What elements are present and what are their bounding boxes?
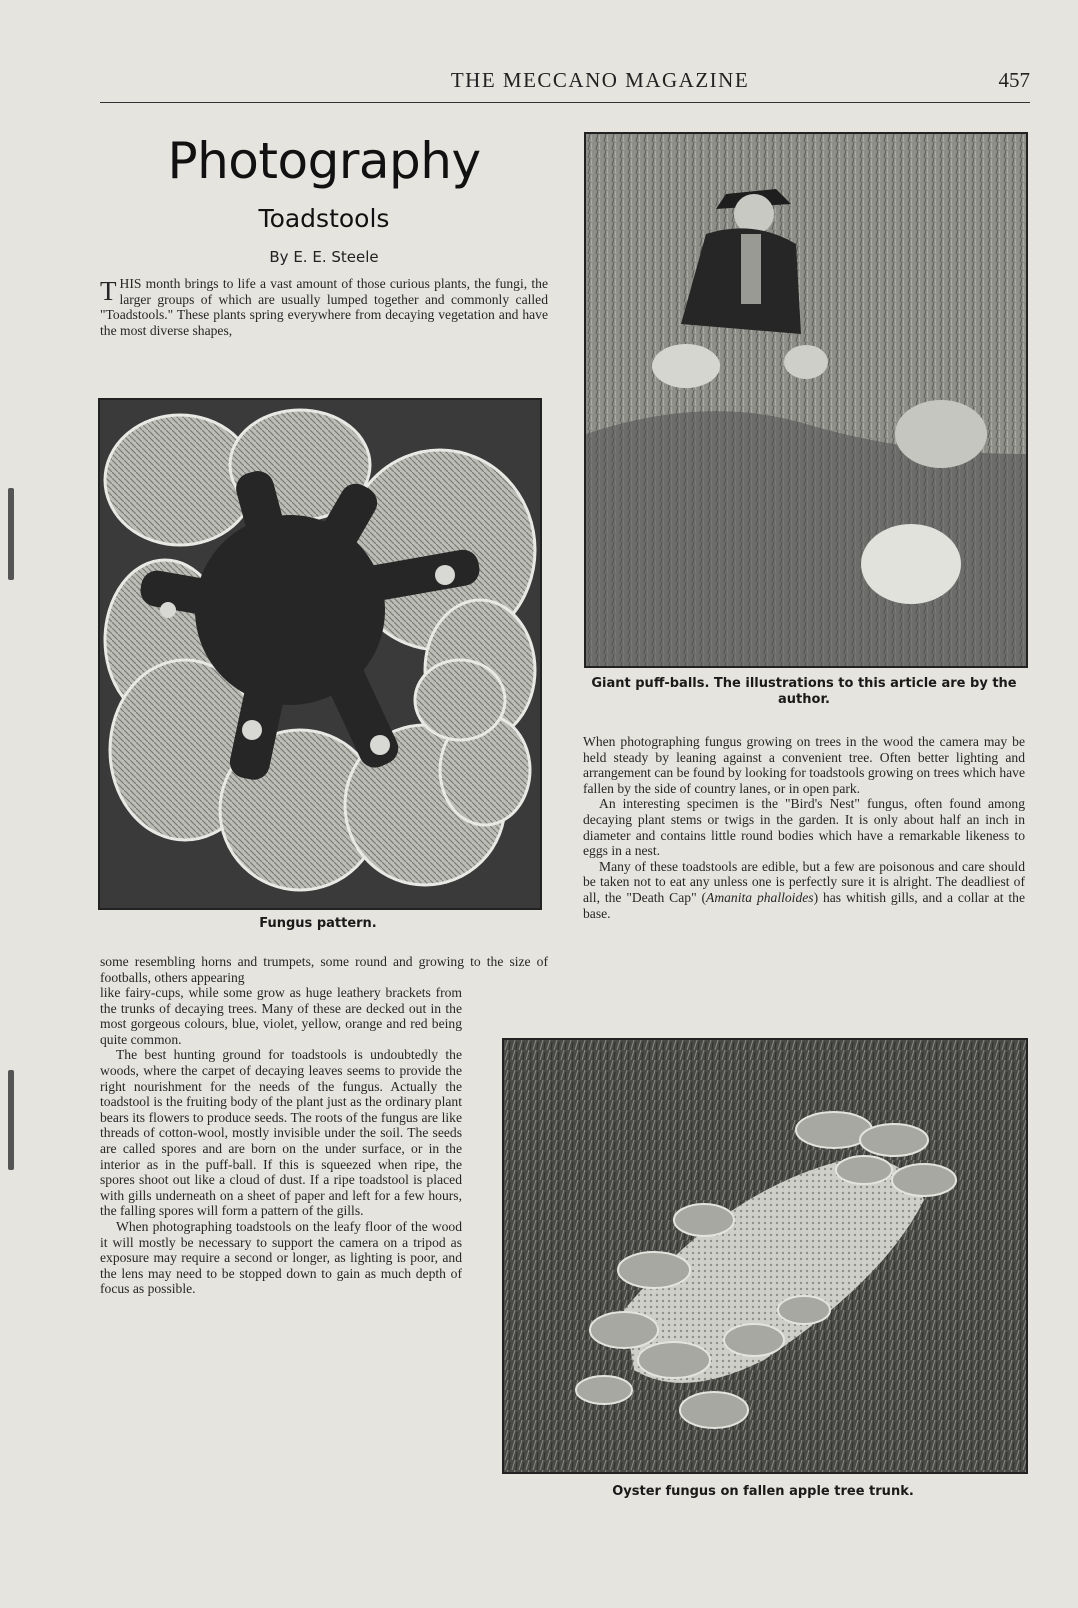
intro-text: HIS month brings to life a vast amount of those curious plants, the fungi, the larger groups of which are usually lumped together and commonly called "Toadstools." These plants spring everywhere from decaying vegetation and have the most diverse shapes, — [100, 276, 548, 338]
binding-mark — [8, 1070, 14, 1170]
species-name: Amanita phalloides — [706, 889, 814, 905]
col2-p3-start: Many of these toadstools are edible, but a few are poisonous and care should be taken not to eat any unless one is perfectly sure it is alright. The deadliest of all, the "Death Cap" ( — [583, 858, 1025, 905]
col1-wide-text: some resembling horns and trumpets, some round and growing to the size of footballs, others appearing — [100, 954, 548, 985]
col2-text — [583, 734, 1025, 921]
drop-cap: T — [100, 276, 117, 306]
col1-paragraph-3: When photographing toadstools on the leafy floor of the wood it will mostly be necessary to support the camera on a tripod as exposure may require a second or longer, as lighting is poor, and the lens may need to be stopped down to gain as much depth of focus as possible. — [100, 1218, 462, 1297]
puff-balls-photo — [584, 132, 1028, 668]
article-byline: By E. E. Steele — [269, 248, 379, 266]
article-subtitle: Toadstools — [258, 204, 390, 233]
col2-p3-end: ) has whitish gills, and a collar at the base. — [583, 889, 1025, 921]
intro-paragraph — [100, 276, 548, 338]
fungus-pattern-image — [100, 400, 540, 908]
oyster-fungus-photo — [502, 1038, 1028, 1474]
oyster-fungus-image — [504, 1040, 1026, 1472]
col1-paragraph-2: The best hunting ground for toadstools is undoubtedly the woods, where the carpet of decaying leaves seems to provide the right nourishment for the needs of the fungus. Actually the toadstool is the fruiting body of the plant just as the ordinary plant bears its flowers to produce seeds. The roots of the fungus are like threads of cotton-wool, mostly invisible under the soil. The seeds are called spores and are born on the under surface, or in the interior as in the puff-ball. If this is squeezed when ripe, the spores shoot out like a cloud of dust. If a ripe toadstool is placed with gills underneath on a sheet of paper and left for a few hours, the falling spores will form a pattern of the gills. — [100, 1047, 462, 1219]
col2-paragraph-1: When photographing fungus growing on trees in the wood the camera may be held steady by leaning against a convenient tree. Often better lighting and arrangement can be found by looking for toadstools growing on trees which have fallen by the side of country lanes, or in open park. — [583, 734, 1025, 796]
col2-paragraph-2: An interesting specimen is the "Bird's Nest" fungus, often found among decaying plant stems or twigs in the garden. It is only about half an inch in diameter and contains little round bodies which have a remarkable likeness to eggs in a nest. — [583, 796, 1025, 859]
col1-continuation-wide — [100, 954, 548, 985]
caption-fungus-pattern: Fungus pattern. — [259, 916, 377, 931]
caption-puff-balls: Giant puff-balls. The illustrations to this article are by the author. — [591, 676, 1017, 707]
caption-oyster-fungus: Oyster fungus on fallen apple tree trunk. — [612, 1484, 914, 1499]
page-number: 457 — [998, 68, 1030, 92]
magazine-title: THE MECCANO MAGAZINE — [450, 68, 750, 92]
col2-paragraph-3 — [583, 859, 1025, 921]
col1-narrow-column — [100, 985, 462, 1297]
running-head — [100, 66, 1030, 103]
binding-mark — [8, 488, 14, 580]
fungus-pattern-photo — [98, 398, 542, 910]
puff-balls-image — [586, 134, 1026, 666]
col1-narrow-text: like fairy-cups, while some grow as huge leathery brackets from the trunks of decaying trees. Many of these are decked out in the most gorgeous colours, blue, violet, yellow, orange and red being quite common. — [100, 985, 462, 1047]
article-title: Photography — [167, 132, 481, 190]
